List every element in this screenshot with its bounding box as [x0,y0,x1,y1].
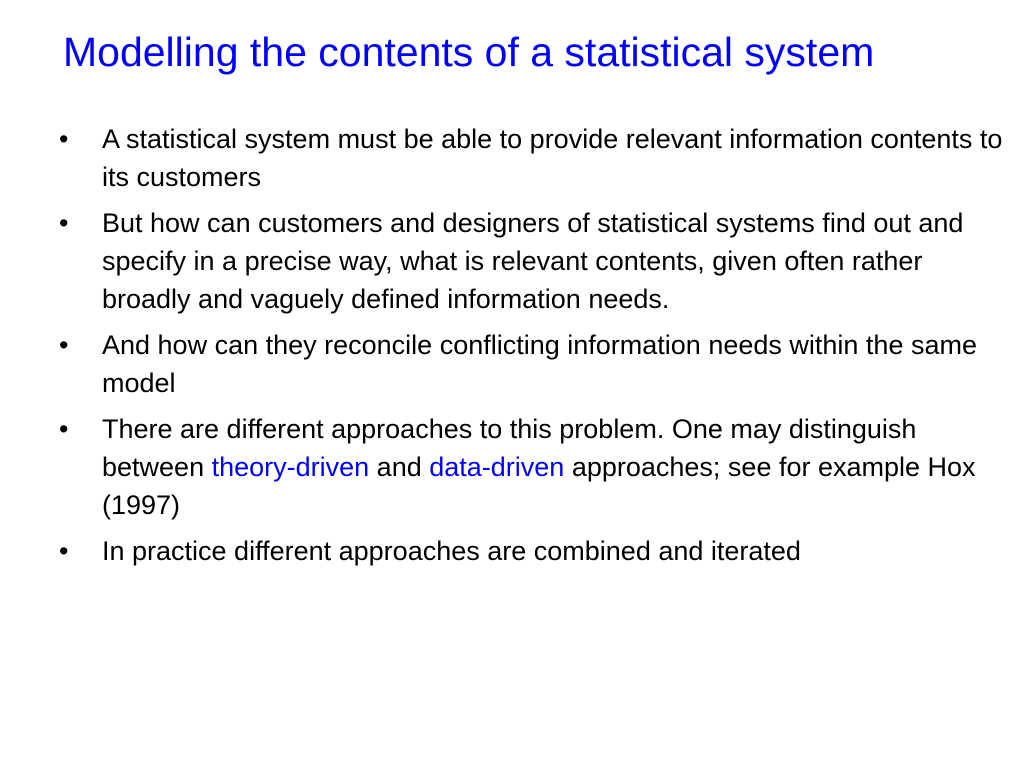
bullet-item-combined-iterated [56,532,1006,570]
bullet-text: In practice different approaches are combined and iterated [102,536,801,566]
highlight-theory-driven: theory-driven [211,452,370,482]
bullet-marker: • [59,124,69,154]
bullet-item-specify-relevance [56,204,1006,318]
bullet-marker: • [59,536,69,566]
bullet-item-provide-contents [56,120,1006,196]
bullet-item-reconcile-needs [56,326,1006,402]
slide-title: Modelling the contents of a statistical system [63,29,875,75]
bullet-text: A statistical system must be able to provide relevant information contents to its customers [102,124,1003,192]
bullet-text: And how can they reconcile conflicting information needs within the same model [102,330,977,398]
bullet-list [56,120,1006,578]
bullet-item-approaches [56,410,1006,524]
bullet-marker: • [59,330,69,360]
bullet-text-after: approaches; see for example Hox (1997) [102,452,976,520]
highlight-data-driven: data-driven [429,452,565,482]
bullet-marker: • [59,208,69,238]
bullet-text-before: There are different approaches to this problem. One may distinguish between [102,414,917,482]
bullet-text: But how can customers and designers of statistical systems find out and specify in a precise way, what is relevant contents, given often rather broadly and vaguely defined information needs. [102,208,964,314]
bullet-marker: • [59,414,69,444]
bullet-text-middle: and [369,452,430,482]
